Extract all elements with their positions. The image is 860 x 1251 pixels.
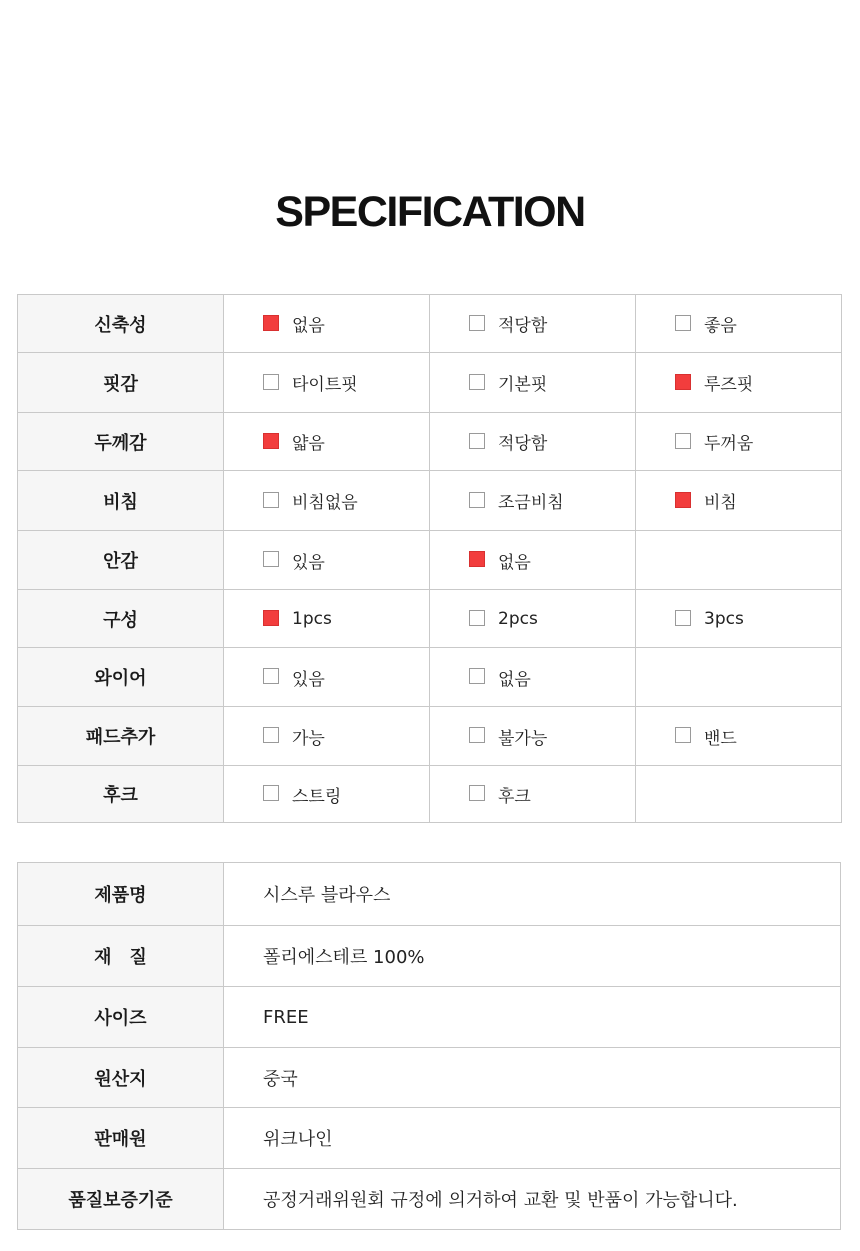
spec-option-label: 가능 xyxy=(292,728,325,749)
spec-option-cell xyxy=(224,590,430,648)
spec-option-cell xyxy=(224,471,430,531)
info-value: 공정거래위원회 규정에 의거하여 교환 및 반품이 가능합니다. xyxy=(224,1169,841,1230)
spec-option-label: 적당함 xyxy=(498,434,548,454)
spec-option-label: 조금비침 xyxy=(498,493,564,513)
unchecked-checkbox xyxy=(675,315,691,331)
info-row xyxy=(18,1169,841,1230)
spec-option-label: 기본핏 xyxy=(498,375,548,395)
spec-option-cell xyxy=(430,353,636,413)
spec-option-label: 좋음 xyxy=(704,316,737,336)
unchecked-checkbox xyxy=(675,433,691,449)
spec-option-label: 두꺼움 xyxy=(704,434,754,454)
spec-option-label: 있음 xyxy=(292,552,325,573)
info-label: 제품명 xyxy=(18,863,224,926)
spec-option-cell xyxy=(224,413,430,471)
spec-option-label: 루즈핏 xyxy=(704,375,754,395)
spec-table xyxy=(17,294,842,823)
info-row xyxy=(18,1048,841,1108)
spec-option-cell xyxy=(430,707,636,766)
spec-option-cell xyxy=(430,648,636,707)
info-label: 재 질 xyxy=(18,926,224,987)
unchecked-checkbox xyxy=(263,727,279,743)
spec-option-label: 2pcs xyxy=(498,608,538,629)
spec-option-cell xyxy=(224,707,430,766)
spec-label: 신축성 xyxy=(18,295,224,353)
page-title: SPECIFICATION xyxy=(275,188,585,236)
info-label: 사이즈 xyxy=(18,987,224,1048)
spec-option-label: 타이트핏 xyxy=(292,375,358,395)
spec-option-cell xyxy=(636,413,842,471)
spec-label: 후크 xyxy=(18,766,224,823)
info-row xyxy=(18,1108,841,1169)
spec-option-label: 1pcs xyxy=(292,608,332,629)
spec-option-label: 스트링 xyxy=(292,786,342,807)
spec-row xyxy=(18,295,842,353)
spec-option-cell xyxy=(636,707,842,766)
unchecked-checkbox xyxy=(263,551,279,567)
info-label: 판매원 xyxy=(18,1108,224,1169)
spec-option-cell xyxy=(430,471,636,531)
info-label: 원산지 xyxy=(18,1048,224,1108)
spec-option-cell xyxy=(430,295,636,353)
spec-option-cell xyxy=(224,531,430,590)
spec-row xyxy=(18,353,842,413)
unchecked-checkbox xyxy=(263,374,279,390)
spec-option-cell xyxy=(636,295,842,353)
spec-option-cell xyxy=(224,295,430,353)
checked-checkbox xyxy=(263,610,279,626)
unchecked-checkbox xyxy=(263,668,279,684)
spec-option-cell xyxy=(636,471,842,531)
info-value: 위크나인 xyxy=(224,1108,841,1169)
info-row xyxy=(18,863,841,926)
spec-label: 구성 xyxy=(18,590,224,648)
spec-row xyxy=(18,413,842,471)
spec-option-cell xyxy=(430,413,636,471)
spec-row xyxy=(18,531,842,590)
unchecked-checkbox xyxy=(675,727,691,743)
spec-option-cell xyxy=(636,590,842,648)
spec-row xyxy=(18,590,842,648)
spec-label: 패드추가 xyxy=(18,707,224,766)
info-value: FREE xyxy=(224,987,841,1048)
spec-option-cell xyxy=(430,766,636,823)
spec-option-cell xyxy=(636,766,842,823)
spec-option-label: 후크 xyxy=(498,786,531,807)
spec-option-label: 없음 xyxy=(498,669,531,690)
unchecked-checkbox xyxy=(263,492,279,508)
spec-option-label: 3pcs xyxy=(704,608,744,629)
spec-option-label: 얇음 xyxy=(292,434,325,454)
spec-row xyxy=(18,707,842,766)
spec-option-label: 비침 xyxy=(704,493,737,513)
spec-option-label: 없음 xyxy=(498,552,531,573)
checked-checkbox xyxy=(263,433,279,449)
spec-option-cell xyxy=(224,353,430,413)
spec-option-label: 있음 xyxy=(292,669,325,690)
info-row xyxy=(18,926,841,987)
spec-row xyxy=(18,471,842,531)
spec-option-cell xyxy=(224,766,430,823)
checked-checkbox xyxy=(675,492,691,508)
unchecked-checkbox xyxy=(263,785,279,801)
spec-option-label: 없음 xyxy=(292,316,325,336)
spec-label: 비침 xyxy=(18,471,224,531)
unchecked-checkbox xyxy=(469,492,485,508)
spec-option-cell xyxy=(430,590,636,648)
unchecked-checkbox xyxy=(469,610,485,626)
unchecked-checkbox xyxy=(469,315,485,331)
spec-label: 핏감 xyxy=(18,353,224,413)
spec-option-cell xyxy=(636,353,842,413)
unchecked-checkbox xyxy=(469,785,485,801)
spec-option-label: 불가능 xyxy=(498,728,548,749)
spec-option-cell xyxy=(636,531,842,590)
info-value: 폴리에스테르 100% xyxy=(224,926,841,987)
spec-option-label: 비침없음 xyxy=(292,493,358,513)
spec-label: 안감 xyxy=(18,531,224,590)
spec-option-cell xyxy=(430,531,636,590)
spec-row xyxy=(18,766,842,823)
info-label: 품질보증기준 xyxy=(18,1169,224,1230)
info-value: 중국 xyxy=(224,1048,841,1108)
unchecked-checkbox xyxy=(469,433,485,449)
spec-label: 두께감 xyxy=(18,413,224,471)
info-row xyxy=(18,987,841,1048)
info-table xyxy=(17,862,841,1230)
unchecked-checkbox xyxy=(469,668,485,684)
unchecked-checkbox xyxy=(469,374,485,390)
checked-checkbox xyxy=(263,315,279,331)
spec-option-cell xyxy=(636,648,842,707)
spec-label: 와이어 xyxy=(18,648,224,707)
checked-checkbox xyxy=(469,551,485,567)
spec-option-label: 적당함 xyxy=(498,316,548,336)
unchecked-checkbox xyxy=(675,610,691,626)
spec-option-label: 밴드 xyxy=(704,728,737,749)
spec-option-cell xyxy=(224,648,430,707)
info-value: 시스루 블라우스 xyxy=(224,863,841,926)
checked-checkbox xyxy=(675,374,691,390)
spec-row xyxy=(18,648,842,707)
unchecked-checkbox xyxy=(469,727,485,743)
